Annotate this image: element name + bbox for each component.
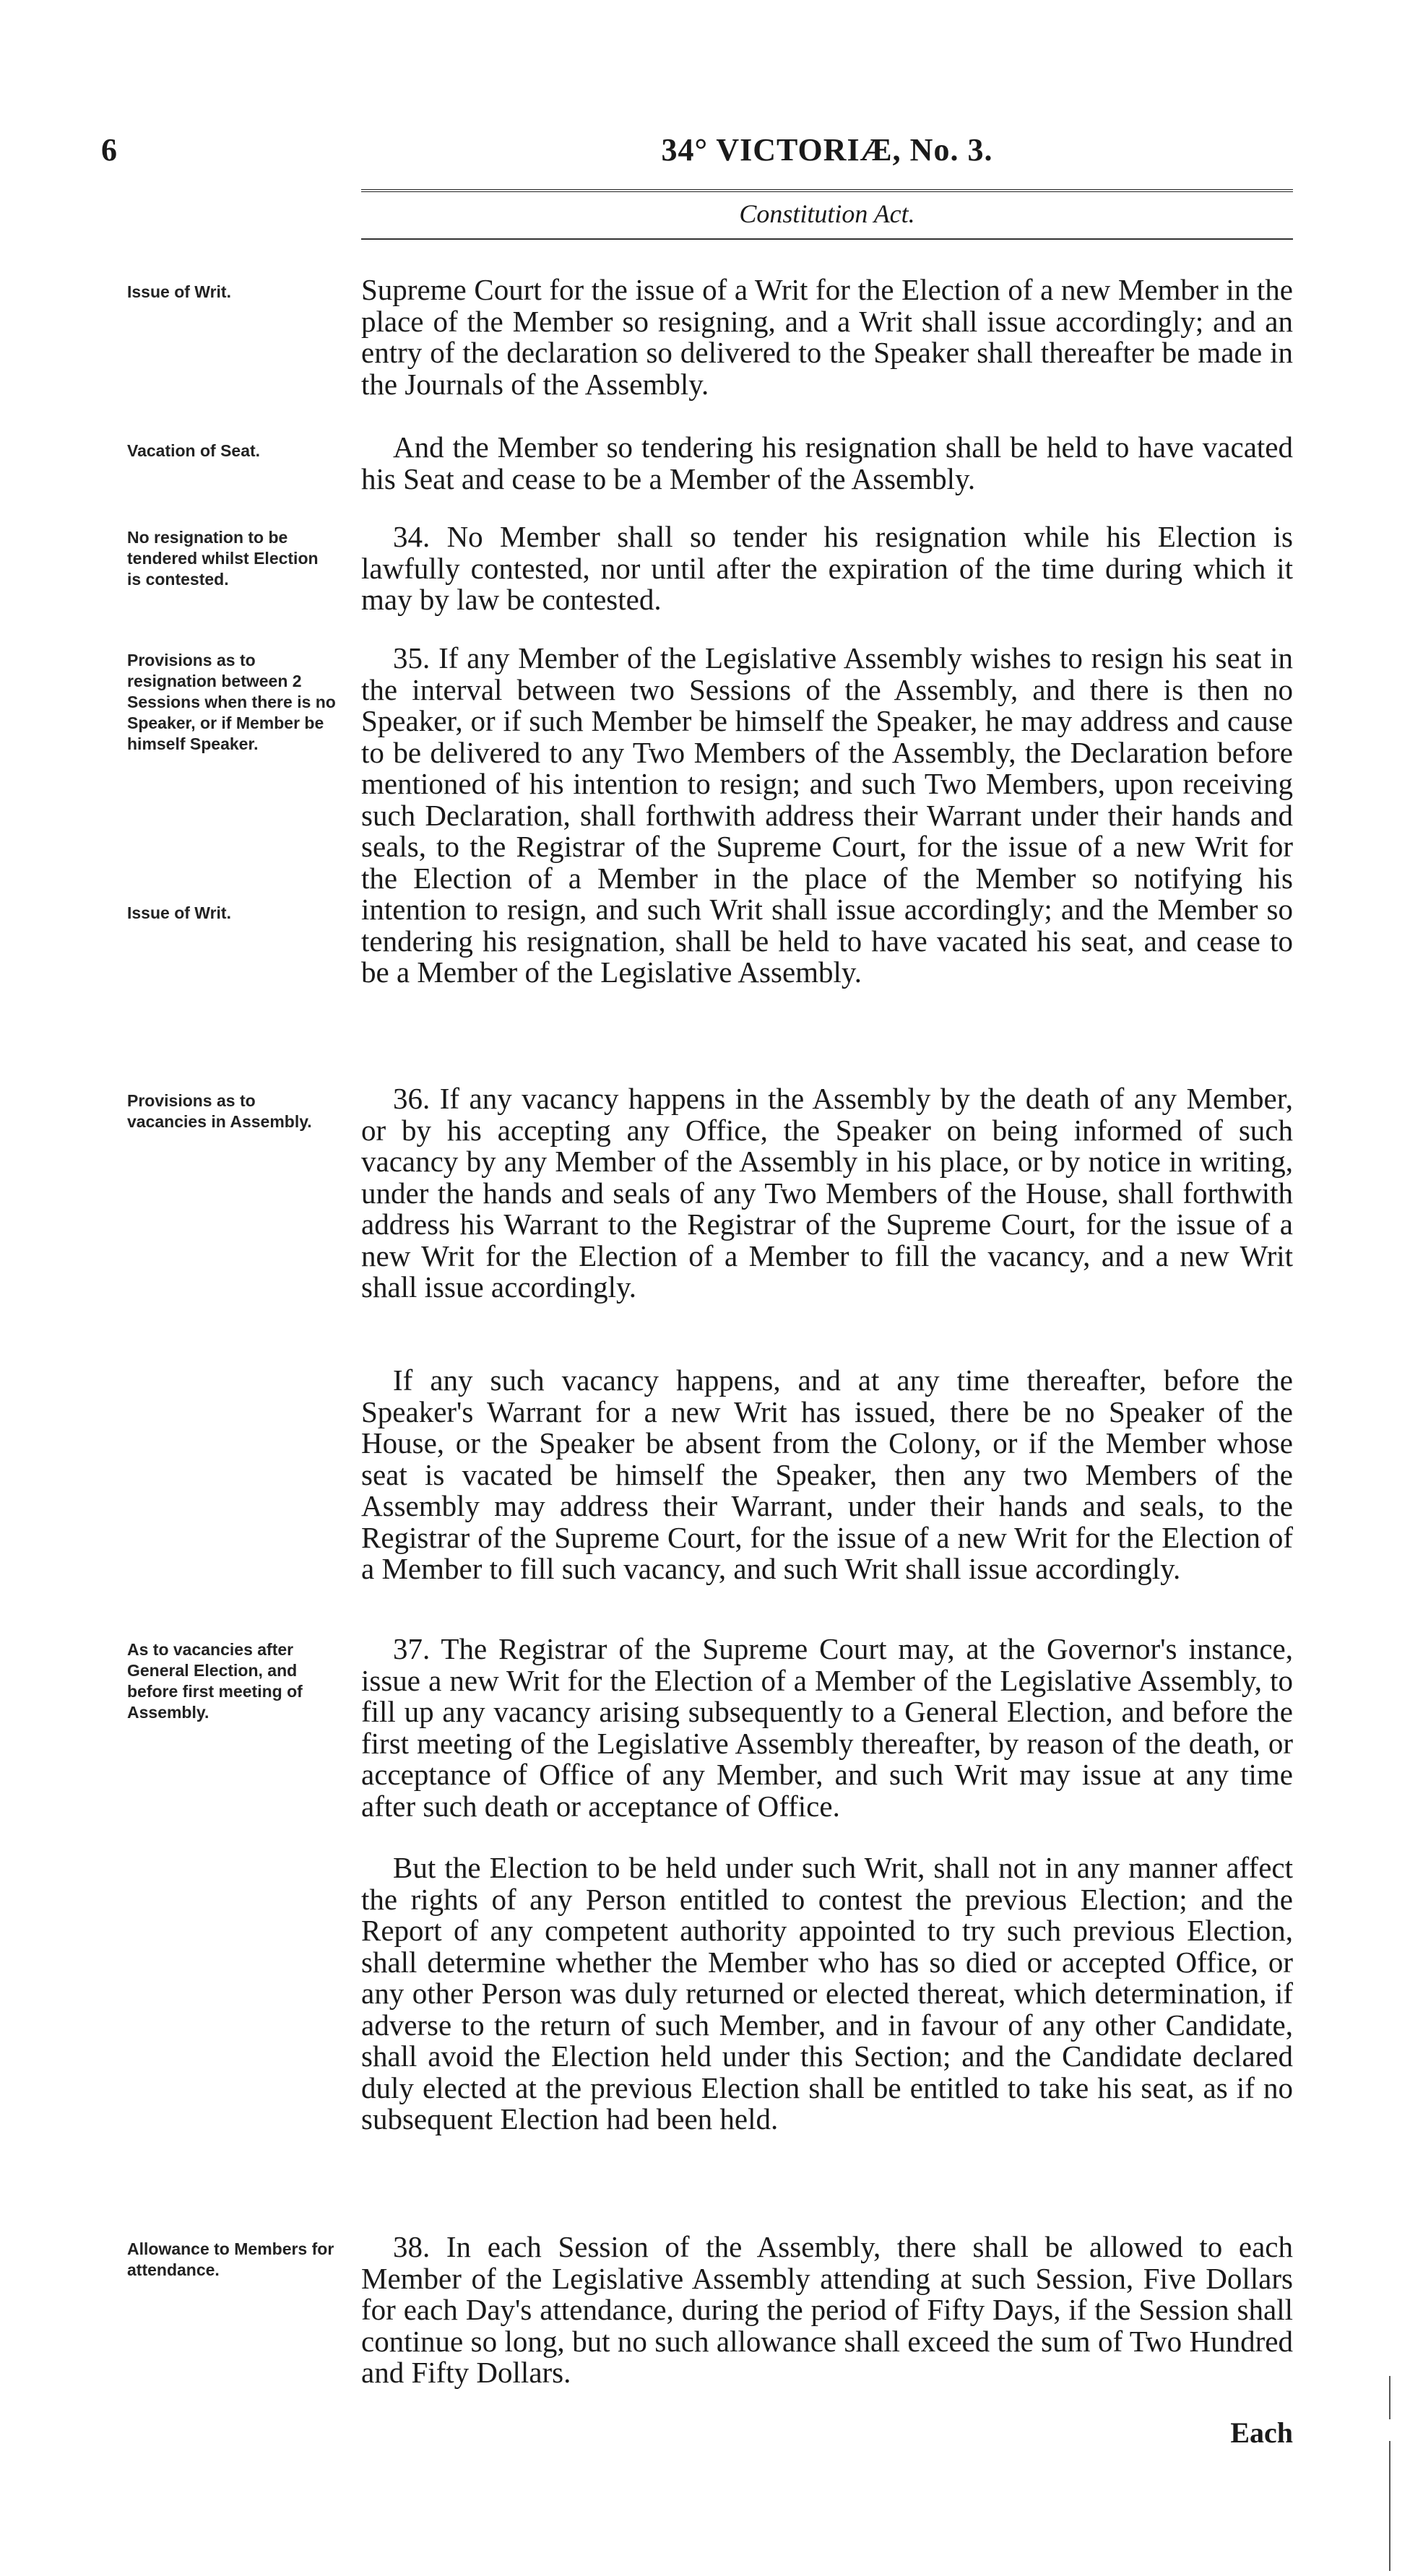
section-35: 35. If any Member of the Legislative Assembly wishes to resign his seat in the interval between two Sessions of the Assembly, and there is then no Speaker, or if such Member be himself the Speaker, he may address and cause to be delivered to any Two Members of the Assembly, the Declaration before mentioned of his intention to resign; and such Two Members, upon receiving such Declaration, shall forthwith address their Warrant under their hands and seals, to the Registrar of the Supreme Court, for the issue of a new Writ for the Election of a Member in the place of the Member so notifying his intention to resign, and such Writ shall issue accordingly; and the Member so tendering his resignation, shall be held to have vacated his seat, and cease to be a Member of the Legislative Assembly. xyxy=(361,641,1293,989)
margin-note-provisions-vacancies: Provisions as to vacancies in Assembly. xyxy=(127,1091,312,1131)
running-head: 34° VICTORIÆ, No. 3. xyxy=(661,132,993,168)
section-34: 34. No Member shall so tender his resignation while his Election is lawfully contested, nor until after the expiration of the time during which it may by law be contested. xyxy=(361,520,1293,616)
header-double-rule xyxy=(361,189,1293,192)
section-37-continued: But the Election to be held under such Writ, shall not in any manner affect the rights of any Person entitled to contest the previous Election; and the Report of any competent authority appointed to try such previous Election, shall determine whether the Member who has so died or accepted Office, or any other Person was duly returned or elected thereat, which determination, if adverse to the return of such Member, and in favour of any other Candidate, shall avoid the Election held under this Section; and the Candidate declared duly elected at the previous Election shall be entitled to take his seat, as if no subsequent Election had been held. xyxy=(361,1851,1293,2135)
header-rule xyxy=(361,238,1293,240)
margin-note-issue-of-writ-2: Issue of Writ. xyxy=(127,903,231,922)
margin-note-allowance: Allowance to Members for attendance. xyxy=(127,2239,334,2279)
page-edge-line xyxy=(1389,2376,1390,2419)
page-number: 6 xyxy=(101,132,117,168)
margin-note-vacancies-after-election: As to vacancies after General Election, and before first meeting of Assembly. xyxy=(127,1640,303,1722)
section-36-continued: If any such vacancy happens, and at any time thereafter, before the Speaker's Warrant for a new Writ has issued, there be no Speaker of the House, or the Speaker be absent from the Colony, or if the Member whose seat is vacated be himself the Speaker, then any two Members of the Assembly may address their Warrant, under their hands and seals, to the Registrar of the Supreme Court, for the issue of a new Writ for the Election of a Member to fill such vacancy, and such Writ shall issue accordingly. xyxy=(361,1363,1293,1585)
section-37: 37. The Registrar of the Supreme Court may, at the Governor's instance, issue a new Writ for the Election of a Member of the Legislative Assembly, to fill up any vacancy arising subsequently to a General Election, and before the first meeting of the Legislative Assembly thereafter, by reason of the death, or acceptance of Office of any Member, and such Writ may issue at any time after such death or acceptance of Office. xyxy=(361,1632,1293,1823)
margin-note-vacation-of-seat: Vacation of Seat. xyxy=(127,441,261,460)
section-36: 36. If any vacancy happens in the Assembly by the death of any Member, or by his accepting any Office, the Speaker on being informed of such vacancy by any Member of the Assembly in his place, or by notice in writing, under the hands and seals of any Two Members of the House, shall forthwith address his Warrant to the Registrar of the Supreme Court, for the issue of a new Writ for the Election of a Member to fill the vacancy, and a new Writ shall issue accordingly. xyxy=(361,1082,1293,1304)
paragraph-vacation: And the Member so tendering his resignation shall be held to have vacated his Seat and cease to be a Member of the Assembly. xyxy=(361,430,1293,495)
margin-note-provisions-resignation: Provisions as to resignation between 2 Sessions when there is no Speaker, or if Member be himself Speaker. xyxy=(127,651,336,753)
act-title: Constitution Act. xyxy=(739,199,915,228)
margin-note-no-resignation: No resignation to be tendered whilst Election is contested. xyxy=(127,528,319,589)
catchword: Each xyxy=(1230,2416,1293,2449)
paragraph-continued: Supreme Court for the issue of a Writ for the Election of a new Member in the place of the Member so resigning, and a Writ shall issue accordingly; and an entry of the declaration so delivered to the Speaker shall thereafter be made in the Journals of the Assembly. xyxy=(361,273,1293,401)
page-edge-line-lower xyxy=(1389,2441,1390,2571)
margin-note-issue-of-writ: Issue of Writ. xyxy=(127,282,231,301)
section-38: 38. In each Session of the Assembly, there shall be allowed to each Member of the Legislative Assembly attending at such Session, Five Dollars for each Day's attendance, during the period of Fifty Days, if the Session shall continue so long, but no such allowance shall exceed the sum of Two Hundred and Fifty Dollars. xyxy=(361,2230,1293,2389)
